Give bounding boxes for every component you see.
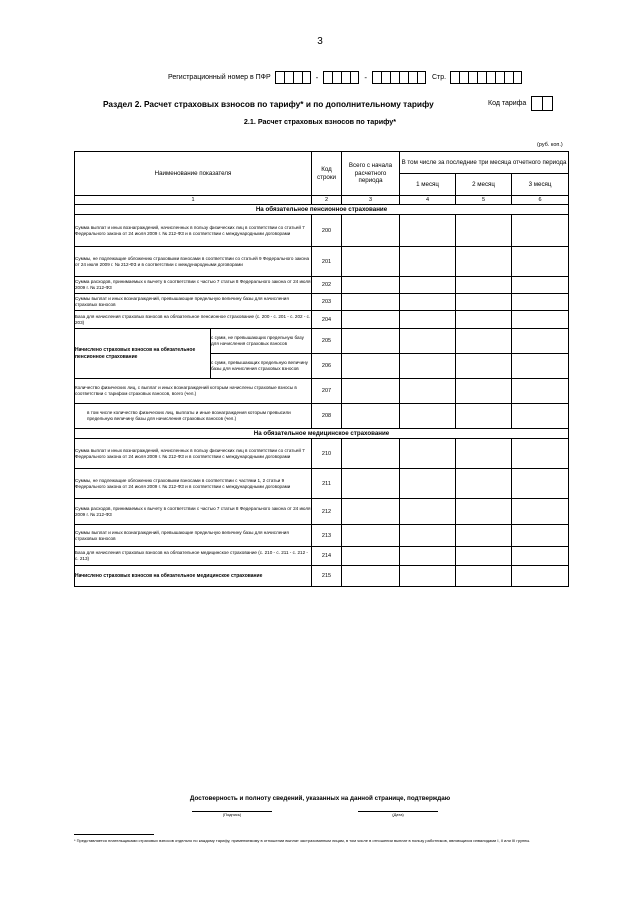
row-name: Сумма расходов, принимаемых к вычету в соответствии с частью 7 статьи 8 Федерального закона от 24 июля 2009 г. № 212-ФЗ [75,277,312,294]
reg-separator: - [315,72,319,82]
row-name: Сумма выплат и иных вознаграждений, начисленных в пользу физических лиц в соответствии со статьей 7 Федерального закона от 24 июля 2009 г. № 212-ФЗ и в соответствии с международными договорами [75,439,312,469]
row-name: Суммы, не подлежащие обложению страховыми взносами в соответствии со статьей 9 Федерального закона от 24 июля 2009 г. № 212-ФЗ и в соответствии с международными договорами [75,247,312,277]
table-row [75,379,569,404]
value-cell[interactable] [400,499,456,525]
value-cell[interactable] [512,404,569,429]
value-cell[interactable] [512,547,569,566]
value-cell[interactable] [512,329,569,354]
value-cell[interactable] [512,379,569,404]
section-pension-heading: На обязательное пенсионное страхование [75,205,569,215]
value-cell[interactable] [456,566,512,587]
row-code: 213 [312,525,342,547]
value-cell[interactable] [456,469,512,499]
value-cell[interactable] [400,277,456,294]
value-cell[interactable] [512,469,569,499]
row-name: Суммы, не подлежащие обложению страховыми взносами в соответствии с частями 1, 2 статьи 9 Федерального закона от 24 июля 2009 г. № 212-ФЗ и в соответствии с международными договорами [75,469,312,499]
row-code: 201 [312,247,342,277]
row-code: 215 [312,566,342,587]
value-cell[interactable] [456,294,512,311]
section-medical-heading: На обязательное медицинское страхование [75,429,569,439]
value-cell[interactable] [456,329,512,354]
column-number: 1 [75,196,312,205]
value-cell[interactable] [512,439,569,469]
column-number: 2 [312,196,342,205]
table-row [75,277,569,294]
header-month-2: 2 месяц [456,174,512,196]
value-cell[interactable] [400,379,456,404]
reg-number-part-2[interactable] [323,71,359,84]
registration-number-line [168,69,522,85]
header-code: Код строки [312,152,342,196]
value-cell[interactable] [400,354,456,379]
row-name: База для начисления страховых взносов на обязательное пенсионное страхование (с. 200 - с. 201 - с. 202 - с. 203) [75,311,312,329]
value-cell[interactable] [400,469,456,499]
row-code: 200 [312,215,342,247]
row-name: Суммы выплат и иных вознаграждений, превышающие предельную величину базы для начисления страховых взносов [75,525,312,547]
signature-caption: (Подпись) [222,812,242,817]
row-name: с сумм, превышающих предельную величину базы для начисления страховых взносов [211,354,312,379]
value-cell[interactable] [456,379,512,404]
value-cell[interactable] [342,499,400,525]
value-cell[interactable] [456,547,512,566]
registration-number-label: Регистрационный номер в ПФР [168,73,271,81]
table-row [75,547,569,566]
value-cell[interactable] [342,247,400,277]
value-cell[interactable] [400,439,456,469]
row-code: 212 [312,499,342,525]
value-cell[interactable] [342,294,400,311]
row-code: 205 [312,329,342,354]
column-number: 3 [342,196,400,205]
value-cell[interactable] [342,404,400,429]
value-cell[interactable] [400,547,456,566]
table-row [75,525,569,547]
row-code: 204 [312,311,342,329]
value-cell[interactable] [456,277,512,294]
table-row [75,499,569,525]
value-cell[interactable] [400,247,456,277]
value-cell[interactable] [400,404,456,429]
header-last-three-months: В том числе за последние три месяца отчетного периода [400,152,569,174]
column-number: 5 [456,196,512,205]
footnote-rule [74,834,154,835]
header-month-3: 3 месяц [512,174,569,196]
row-code: 203 [312,294,342,311]
row-name: Сумма выплат и иных вознаграждений, начисленных в пользу физических лиц в соответствии со статьей 7 Федерального закона от 24 июля 2009 г. № 212-ФЗ и в соответствии с международными договорами [75,215,312,247]
units-note: (руб. коп.) [537,142,563,148]
header-month-1: 1 месяц [400,174,456,196]
value-cell[interactable] [456,439,512,469]
page-number: 3 [317,36,323,47]
value-cell[interactable] [512,311,569,329]
row-code: 211 [312,469,342,499]
value-cell[interactable] [512,566,569,587]
value-cell[interactable] [512,525,569,547]
row-code: 208 [312,404,342,429]
column-numbers-row [75,196,569,205]
footnote: * Представляется плательщиками страховых взносов отдельно по каждому тарифу, применяемому в отношении выплат застрахованным лицам, в том числе в отношении выплат в пользу работников, являющихся инвалидами I, II или III группы. [74,838,531,843]
row-code: 210 [312,439,342,469]
value-cell[interactable] [342,354,400,379]
table-row [75,404,569,429]
reg-number-part-3[interactable] [372,71,426,84]
value-cell[interactable] [400,566,456,587]
date-caption: (Дата) [392,812,404,817]
row-name: База для начисления страховых взносов на обязательное медицинское страхование (с. 210 - с. 211 - с. 212 - с. 213) [75,547,312,566]
column-number: 4 [400,196,456,205]
value-cell[interactable] [400,525,456,547]
value-cell[interactable] [342,469,400,499]
value-cell[interactable] [456,311,512,329]
value-cell[interactable] [342,439,400,469]
tariff-code-field[interactable] [531,96,553,111]
table-row [75,311,569,329]
reg-separator: - [364,72,367,82]
row-name: в том числе количество физических лиц, выплаты и иные вознаграждения которым превысили предельную величину базы для начисления страховых взносов (чел.) [75,404,312,429]
row-code: 207 [312,379,342,404]
row-name: с сумм, не превышающих предельную базу для начисления страховых взносов [211,329,312,354]
row-name: Количество физических лиц, с выплат и иных вознаграждений которым начислены страховые взносы в соответствии с тарифом страховых взносов, всего (чел.) [75,379,312,404]
table-row [75,566,569,587]
page-label: Стр. [431,73,447,81]
column-number: 6 [512,196,569,205]
value-cell[interactable] [512,294,569,311]
page-number-field[interactable] [450,71,522,84]
value-cell[interactable] [400,311,456,329]
row-name: Сумма расходов, принимаемых к вычету в соответствии с частью 7 статьи 8 Федерального закона от 24 июля 2009 г. № 212-ФЗ [75,499,312,525]
value-cell[interactable] [400,329,456,354]
value-cell[interactable] [400,215,456,247]
table-row [75,469,569,499]
contributions-table [74,151,569,587]
section-title: Раздел 2. Расчет страховых взносов по тарифу* и по дополнительному тарифу [103,99,434,109]
header-total: Всего с начала расчетного периода [342,152,400,196]
value-cell[interactable] [456,499,512,525]
tariff-code [488,96,553,111]
row-code: 202 [312,277,342,294]
value-cell[interactable] [342,525,400,547]
value-cell[interactable] [456,215,512,247]
row-group-name: Начислено страховых взносов на обязательное пенсионное страхование [75,329,211,379]
row-code: 206 [312,354,342,379]
value-cell[interactable] [342,215,400,247]
row-name: Начислено страховых взносов на обязательное медицинское страхование [75,566,312,587]
row-code: 214 [312,547,342,566]
value-cell[interactable] [512,247,569,277]
value-cell[interactable] [512,215,569,247]
value-cell[interactable] [342,547,400,566]
value-cell[interactable] [512,499,569,525]
header-name: Наименование показателя [75,152,312,196]
tariff-code-label: Код тарифа [488,100,527,107]
table-row [75,247,569,277]
value-cell[interactable] [342,566,400,587]
table-row [75,439,569,469]
value-cell[interactable] [512,277,569,294]
value-cell[interactable] [342,311,400,329]
value-cell[interactable] [342,329,400,354]
value-cell[interactable] [342,277,400,294]
value-cell[interactable] [456,354,512,379]
value-cell[interactable] [456,247,512,277]
table-row [75,329,569,354]
reg-number-part-1[interactable] [275,71,311,84]
value-cell[interactable] [342,379,400,404]
value-cell[interactable] [456,525,512,547]
value-cell[interactable] [512,354,569,379]
confirmation-statement: Достоверность и полноту сведений, указанных на данной странице, подтверждаю [189,795,451,802]
table-row [75,294,569,311]
value-cell[interactable] [400,294,456,311]
row-name: Суммы выплат и иных вознаграждений, превышающие предельную величину базы для начисления страховых взносов [75,294,312,311]
value-cell[interactable] [456,404,512,429]
table-row [75,215,569,247]
subsection-title: 2.1. Расчет страховых взносов по тарифу* [243,117,397,126]
